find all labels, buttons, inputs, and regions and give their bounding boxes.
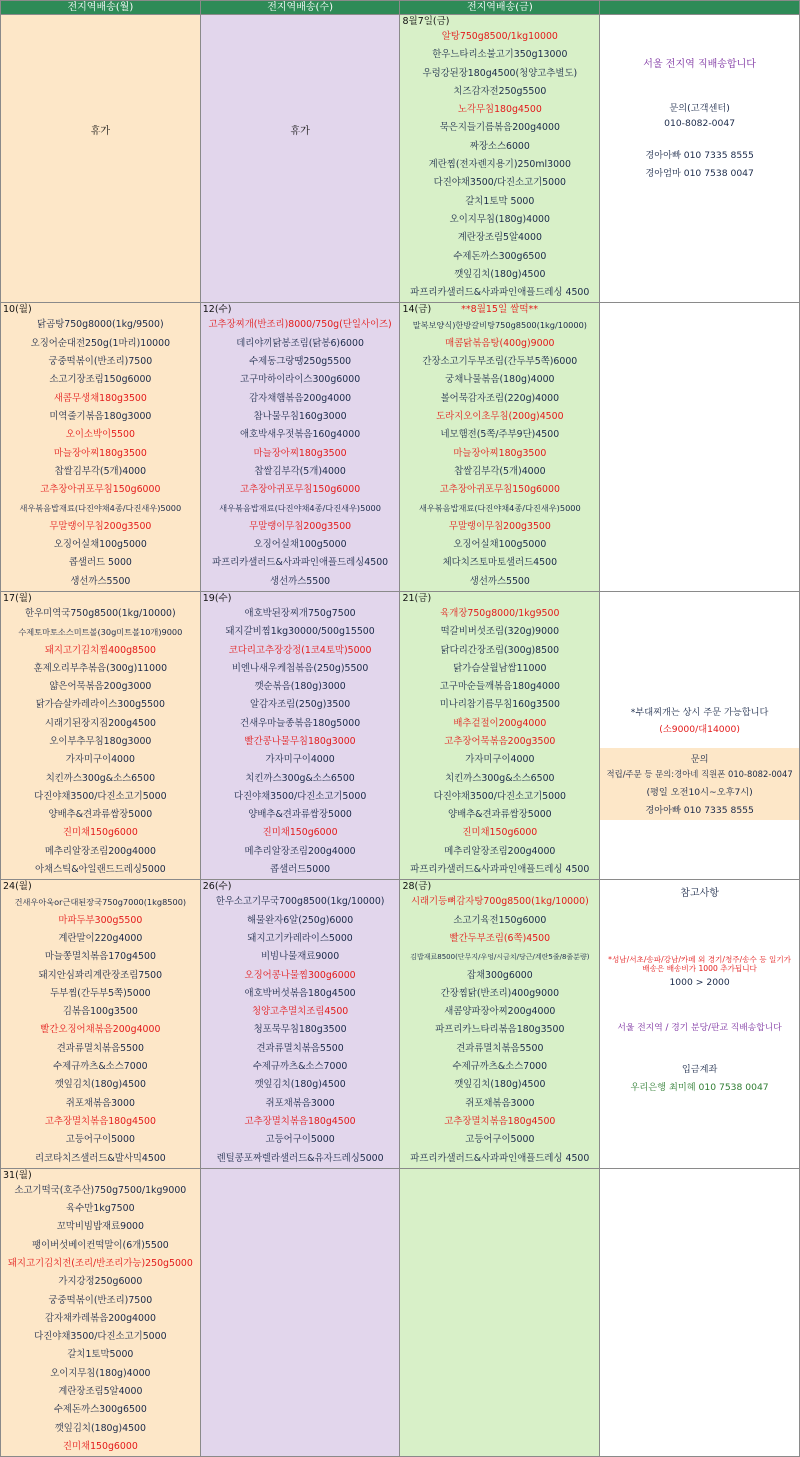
menu-item: 새콤양파장아찌200g4000 [444, 1006, 556, 1018]
fri-cell [400, 15, 600, 303]
menu-item: 양배추&견과류쌈장5000 [48, 809, 153, 821]
wed-cell [200, 1168, 400, 1456]
menu-item: 마늘쫑멸치볶음170g4500 [44, 951, 156, 963]
menu-item: 코다리고추장강정(1코4토막)5000 [228, 644, 372, 656]
menu-item: 노각무침180g4500 [457, 104, 542, 116]
menu-item: 새우볶음밥재료(다진야채4종/다진새우)5000 [418, 503, 581, 514]
menu-item: 네모햄전(5쪽/주부9단)4500 [440, 429, 560, 441]
menu-item: 수제돈까스300g6500 [453, 250, 547, 262]
menu-item: 해물완자6알(250g)6000 [246, 914, 354, 926]
menu-item: 계란말이220g4000 [58, 932, 143, 944]
mom-phone: 경아엄마 010 7538 0047 [645, 168, 754, 179]
menu-list [201, 316, 400, 590]
date-label: 21(금) [402, 592, 432, 604]
menu-item: 김밥재료8500(단무지/우엉/시금치/당근/계란5줄/8줄분량) [410, 953, 590, 962]
menu-item: 빨간콩나물무침180g3000 [244, 735, 356, 747]
menu-item: 새콤무생채180g3500 [53, 392, 147, 404]
menu-item: 도라지오이초무침(200g)4500 [436, 410, 564, 422]
menu-item: 리코타치즈샐러드&발사믹4500 [34, 1152, 166, 1164]
fri-cell [400, 303, 600, 591]
menu-item: 참나물무침160g3000 [253, 410, 347, 422]
menu-list [1, 316, 200, 590]
menu-item: 오징어실채100g5000 [53, 539, 147, 551]
menu-item: 계란장조림5알4000 [58, 1386, 143, 1398]
menu-list [400, 605, 599, 879]
menu-item: 갈치1토막5000 [67, 1349, 134, 1361]
menu-item: 렌틸콩포짜렐라샐러드&유자드레싱5000 [216, 1152, 384, 1164]
date-label: 31(월) [3, 1169, 32, 1181]
menu-item: 고추장멸치볶음180g4500 [44, 1115, 156, 1127]
menu-item: 진미채150g6000 [62, 1440, 138, 1452]
menu-item: 미역줄기볶음180g3000 [49, 410, 152, 422]
menu-item: 궁중떡볶이(반조리)7500 [48, 356, 153, 368]
menu-item: 수제규까츠&소스7000 [53, 1061, 148, 1073]
menu-item: 닭다리간장조림(300g)8500 [440, 644, 560, 656]
menu-item: 파프리카샐러드&사과파인애플드레싱 4500 [410, 287, 590, 299]
wed-cell [200, 591, 400, 879]
menu-item: 견과류멸치볶음5500 [256, 1042, 344, 1054]
menu-item: 돼지고기카레라이스5000 [247, 932, 353, 944]
menu-item: 콥샐러드5000 [270, 864, 331, 876]
menu-item: 고추장찌개(반조리)8000/750g(단일사이즈) [208, 319, 392, 331]
menu-item: 진미채150g6000 [62, 827, 138, 839]
contact-title: 문의(고객센터) [669, 103, 730, 114]
menu-item: 오징어콩나물찜300g6000 [244, 969, 356, 981]
menu-item: 가자미구이4000 [465, 754, 535, 766]
menu-item: 가자미구이4000 [65, 754, 135, 766]
menu-item: 치킨까스300g&소스6500 [245, 772, 355, 784]
menu-item: 생선까스5500 [70, 575, 131, 587]
menu-item: 새우볶음밥재료(다진야채4종/다진새우)5000 [19, 503, 182, 514]
menu-item: 고추장아귀포무침150g6000 [40, 484, 161, 496]
menu-item: 빨간오징어채볶음200g4000 [40, 1024, 161, 1036]
info-cell [600, 591, 800, 879]
menu-item: 쥐포채볶음3000 [465, 1097, 535, 1109]
date-label: 17(월) [3, 592, 32, 604]
menu-item: 꼬막비빔밥재료9000 [56, 1221, 144, 1233]
menu-item: 수제규까츠&소스7000 [252, 1061, 348, 1073]
menu-item: 시래기된장지짐200g4500 [44, 717, 156, 729]
header-wed: 전지역배송(수) [200, 1, 400, 15]
menu-item: 묵은지들기름볶음200g4000 [439, 122, 560, 134]
week-row [1, 15, 800, 303]
menu-item: 생선까스5500 [469, 575, 530, 587]
date-label: 10(월) [3, 304, 32, 316]
dad-phone: 경아아빠 010 7335 8555 [645, 150, 754, 161]
menu-item: 돼지안심꽈리계란장조림7500 [38, 969, 163, 981]
menu-item: 가지강정250g6000 [58, 1276, 143, 1288]
menu-item: 닭곰탕750g8000(1kg/9500) [37, 319, 164, 331]
menu-item: 계란장조림5알4000 [457, 232, 542, 244]
menu-item: 치킨까스300g&소스6500 [445, 772, 555, 784]
menu-item: 감자채햄볶음200g4000 [249, 392, 352, 404]
menu-item: 양배추&견과류쌈장5000 [248, 809, 352, 821]
mon-cell [1, 15, 201, 303]
menu-list [400, 316, 599, 590]
menu-item: 마늘장아찌180g3500 [53, 447, 147, 459]
week-row [1, 1168, 800, 1456]
vacation-text: 휴가 [290, 125, 310, 137]
menu-item: 아채스틱&아일랜드드레싱5000 [34, 864, 166, 876]
notice-text: *성남/서초/송파/강남/카페 외 경기/청주/송수 등 일기가배송은 배송비가 1000 추가됩니다 [608, 955, 792, 974]
menu-item: 갈치1토막 5000 [465, 195, 535, 207]
menu-item: 잡채300g6000 [466, 969, 533, 981]
menu-item: 고등어구이5000 [265, 1134, 335, 1146]
header-mon: 전지역배송(월) [1, 1, 201, 15]
menu-item: 마늘장아찌180g3500 [453, 447, 547, 459]
menu-item: 감자채카레볶음200g4000 [44, 1312, 156, 1324]
menu-item: 다진야채3500/다진소고기5000 [433, 177, 567, 189]
menu-item: 콥샐러드 5000 [68, 557, 132, 569]
menu-item: 견과류멸치볶음5500 [56, 1042, 144, 1054]
menu-item: 파프리카샐러드&사과파인애플드레싱4500 [212, 557, 389, 569]
menu-item: 오이지무침(180g)4000 [449, 213, 550, 225]
menu-item: 소고기장조림150g6000 [49, 374, 152, 386]
menu-item: 메추리알장조림200g4000 [444, 845, 556, 857]
menu-list [201, 605, 400, 879]
date-label: 19(수) [202, 592, 232, 604]
menu-item: 소고기육전150g6000 [453, 914, 547, 926]
menu-list [1, 605, 200, 879]
menu-item: 다진야채3500/다진소고기5000 [34, 790, 167, 802]
menu-item: 찹쌀김부각(5개)4000 [254, 465, 346, 477]
menu-item: 배추겉절이200g4000 [453, 717, 547, 729]
menu-item: 얇은어묵볶음200g3000 [49, 681, 152, 693]
header-row [1, 1, 800, 15]
menu-list [400, 28, 599, 302]
menu-item: 애호박된장찌개750g7500 [244, 607, 356, 619]
menu-item: 오징어실채100g5000 [453, 539, 547, 551]
menu-item: 깻잎김치(180g)4500 [254, 1079, 346, 1091]
menu-item: 수제동그랑땡250g5500 [249, 356, 352, 368]
menu-item: 무말랭이무침200g3500 [249, 520, 352, 532]
menu-item: 깻잎김치(180g)4500 [454, 1079, 546, 1091]
menu-item: 알탕750g8500/1kg10000 [441, 31, 558, 42]
week-row [1, 880, 800, 1168]
date-label: 8월7일(금) [402, 16, 450, 27]
header-fri: 전지역배송(금) [400, 1, 600, 15]
fri-cell [400, 591, 600, 879]
coverage-text: 서울 전지역 / 경기 분당/판교 직배송합니다 [617, 1023, 782, 1034]
menu-item: 무말랭이무침200g3500 [448, 520, 551, 532]
menu-item: 메추리알장조림200g4000 [244, 845, 356, 857]
menu-item: 볼어묵감자조림(220g)4000 [440, 392, 560, 404]
menu-item: 치킨까스300g&소스6500 [45, 772, 156, 784]
menu-item: 육수만1kg7500 [66, 1203, 135, 1215]
wed-cell [200, 880, 400, 1168]
menu-list [1, 893, 200, 1167]
menu-item: 쥐포채볶음3000 [265, 1097, 335, 1109]
menu-item: 고등어구이5000 [65, 1134, 135, 1146]
menu-item: 파프리카샐러드&사과파인애플드레싱 4500 [410, 1152, 590, 1164]
mon-cell [1, 303, 201, 591]
menu-item: 두부찜(간두부5쪽)5000 [50, 987, 151, 999]
menu-item: 돼지고기김치전(조리/반조리가능)250g5000 [7, 1258, 193, 1269]
account-text: 우리은행 최미혜 010 7538 0047 [630, 1082, 769, 1094]
menu-item: 수제돈까스300g6500 [53, 1404, 147, 1416]
menu-list [400, 893, 599, 1167]
menu-item: 새우볶음밥재료(다진야채4종/다진새우)5000 [219, 503, 381, 514]
menu-item: 오이소박이5500 [65, 429, 135, 441]
menu-item: 메추리알장조림200g4000 [44, 845, 156, 857]
menu-item: 고추장멸치볶음180g4500 [444, 1115, 556, 1127]
fri-cell [400, 1168, 600, 1456]
contact-phone: 010-8082-0047 [664, 118, 736, 129]
mon-cell [1, 880, 201, 1168]
menu-item: 오징어순대전250g(1마리)10000 [30, 337, 171, 349]
account-title: 입금계좌 [681, 1064, 718, 1076]
info-cell [600, 15, 800, 303]
contact-title: 문의 [690, 753, 709, 765]
menu-item: 떡갈비버섯조림(320g)9000 [440, 626, 560, 638]
date-label: 26(수) [202, 881, 232, 893]
menu-item: 팽이버섯베이컨떡말이(6개)5500 [31, 1239, 169, 1251]
menu-item: 한우소고기무국700g8500(1kg/10000) [215, 896, 385, 908]
menu-item: 청양고추멸치조림4500 [251, 1006, 349, 1018]
menu-item: 말복보양식)한방갈비탕750g8500(1kg/10000) [412, 320, 587, 331]
menu-item: 깻잎김치(180g)4500 [54, 1422, 146, 1434]
hours-text: (평일 오전10시~오후7시) [646, 786, 753, 798]
menu-item: 비빔나물재료9000 [261, 951, 340, 963]
menu-item: 닭가슴살월남쌈11000 [453, 662, 547, 674]
mon-cell [1, 1168, 201, 1456]
menu-item: 깻순볶음(180g)3000 [254, 681, 346, 693]
menu-item: 계란찜(전자렌지용기)250ml3000 [428, 159, 571, 171]
notes-title: 참고사항 [680, 888, 719, 900]
menu-item: 다진야채3500/다진소고기5000 [34, 1331, 167, 1343]
date-label: 24(월) [3, 881, 32, 893]
menu-item: 돼지갈비찜1kg30000/500g15500 [225, 626, 375, 638]
menu-item: 궁채나물볶음(180g)4000 [445, 374, 555, 386]
menu-list [201, 893, 400, 1167]
menu-item: 깻잎김치(180g)4500 [54, 1079, 146, 1091]
menu-item: 고추장아귀포무침150g6000 [439, 484, 560, 496]
menu-item: 다진야채3500/다진소고기5000 [233, 790, 367, 802]
date-label: 14(금) **8월15일 쌀떡** [402, 304, 539, 316]
info-cell [600, 880, 800, 1168]
menu-item: 애호박새우젓볶음160g4000 [240, 429, 361, 441]
fee-text: 1000 > 2000 [669, 977, 730, 989]
menu-item: 오징어실채100g5000 [253, 539, 347, 551]
menu-item: 마늘장아찌180g3500 [253, 447, 347, 459]
contact-line: 적립/주문 등 문의:경아네 직원폰 010-8082-0047 [606, 768, 793, 779]
menu-item: 파프리카느타리볶음180g3500 [435, 1024, 565, 1036]
dad-phone: 경아아빠 010 7335 8555 [645, 804, 754, 816]
menu-item: 오이부추무침180g3000 [49, 735, 152, 747]
menu-item: 쥐포채볶음3000 [65, 1097, 135, 1109]
menu-item: 매콤닭볶음탕(400g)9000 [445, 337, 555, 349]
menu-item: 빨간두부조림(6쪽)4500 [449, 932, 551, 944]
menu-item: 고추장어묵볶음200g3500 [444, 735, 556, 747]
menu-item: 고추장멸치볶음180g4500 [244, 1115, 356, 1127]
menu-item: 마파두부300g5500 [58, 914, 143, 926]
delivery-notice: 서울 전지역 직배송합니다 [643, 59, 756, 70]
menu-item: 애호박버섯볶음180g4500 [244, 987, 356, 999]
holiday-note: **8월15일 쌀떡** [461, 304, 539, 316]
info-cell [600, 303, 800, 591]
menu-item: 고추장아귀포무침150g6000 [240, 484, 361, 496]
menu-item: 간장찜닭(반조리)400g9000 [440, 987, 560, 999]
vacation-text: 휴가 [90, 125, 111, 137]
menu-item: 건새우마늘종볶음180g5000 [240, 717, 361, 729]
menu-list [1, 1182, 200, 1456]
mon-cell [1, 591, 201, 879]
menu-item: 생선까스5500 [270, 575, 331, 587]
menu-item: 오이지무침(180g)4000 [50, 1367, 151, 1379]
menu-item: 데리야끼닭봉조림(닭봉6)6000 [236, 337, 364, 349]
menu-item: 한우느타리소불고기350g13000 [432, 49, 568, 61]
menu-item: 시래기등뼈감자탕700g8500(1kg/10000) [410, 896, 589, 908]
menu-item: 무말랭이무침200g3500 [49, 520, 152, 532]
date-label: 28(금) [402, 881, 432, 893]
menu-item: 가자미구이4000 [265, 754, 335, 766]
menu-item: 치즈감자전250g5500 [453, 85, 547, 97]
menu-item: 견과류멸치볶음5500 [456, 1042, 544, 1054]
menu-item: 찹쌀김부각(5개)4000 [454, 465, 546, 477]
menu-item: 짜장소스6000 [469, 140, 530, 152]
menu-item: 파프리카샐러드&사과파인애플드레싱 4500 [410, 864, 590, 876]
week-row [1, 303, 800, 591]
menu-item: 훈제오리부추볶음(300g)11000 [33, 662, 168, 674]
week-row [1, 591, 800, 879]
header-info [600, 1, 800, 15]
menu-item: 닭가슴살카레라이스300g5500 [35, 699, 165, 711]
menu-item: 간장소고기두부조림(간두부5쪽)6000 [422, 356, 578, 368]
menu-item: 한우미역국750g8500(1kg/10000) [25, 607, 176, 619]
menu-item: 돼지고기김치찜400g8500 [44, 644, 156, 656]
menu-item: 고등어구이5000 [465, 1134, 535, 1146]
menu-item: 수제토마토소스미트볼(30g미트볼10개)9000 [18, 627, 183, 638]
info-cell [600, 1168, 800, 1456]
menu-item: 알감자조림(250g)3500 [249, 699, 351, 711]
menu-item: 깻잎김치(180g)4500 [454, 268, 546, 280]
menu-item: 청포묵무침180g3500 [253, 1024, 347, 1036]
wed-cell [200, 303, 400, 591]
menu-item: 찹쌀김부각(5개)4000 [54, 465, 147, 477]
menu-item: 고구마하이라이스300g6000 [240, 374, 361, 386]
menu-item: 다진야채3500/다진소고기5000 [433, 790, 567, 802]
menu-item: 우렁강된장180g4500(청양고추별도) [422, 67, 578, 79]
menu-item: 육개장750g8000/1kg9500 [440, 607, 560, 619]
menu-item: 고구마순들깨볶음180g4000 [439, 681, 560, 693]
menu-item: 미나리참기름무침160g3500 [439, 699, 560, 711]
menu-item: 궁중떡볶이(반조리)7500 [48, 1294, 153, 1306]
menu-item: 양배추&견과류쌈장5000 [448, 809, 552, 821]
menu-item: 체다치즈토마토샐러드4500 [442, 557, 558, 569]
menu-item: 비엔나새우케첩볶음(250g)5500 [231, 662, 369, 674]
fri-cell [400, 880, 600, 1168]
menu-item: 수제규까츠&소스7000 [452, 1061, 548, 1073]
wed-cell [200, 15, 400, 303]
menu-item: 김볶음100g3500 [62, 1006, 138, 1018]
promo-price: (소9000/대14000) [659, 723, 740, 735]
menu-item: 건새우아욱or근대된장국750g7000(1kg8500) [14, 897, 187, 908]
menu-item: 진미채150g6000 [262, 827, 338, 839]
menu-item: 소고기떡국(호주산)750g7500/1kg9000 [14, 1184, 187, 1196]
menu-item: 진미채150g6000 [462, 827, 538, 839]
promo-text: *부대찌개는 상시 주문 가능합니다 [630, 706, 769, 718]
date-label: 12(수) [202, 304, 232, 316]
